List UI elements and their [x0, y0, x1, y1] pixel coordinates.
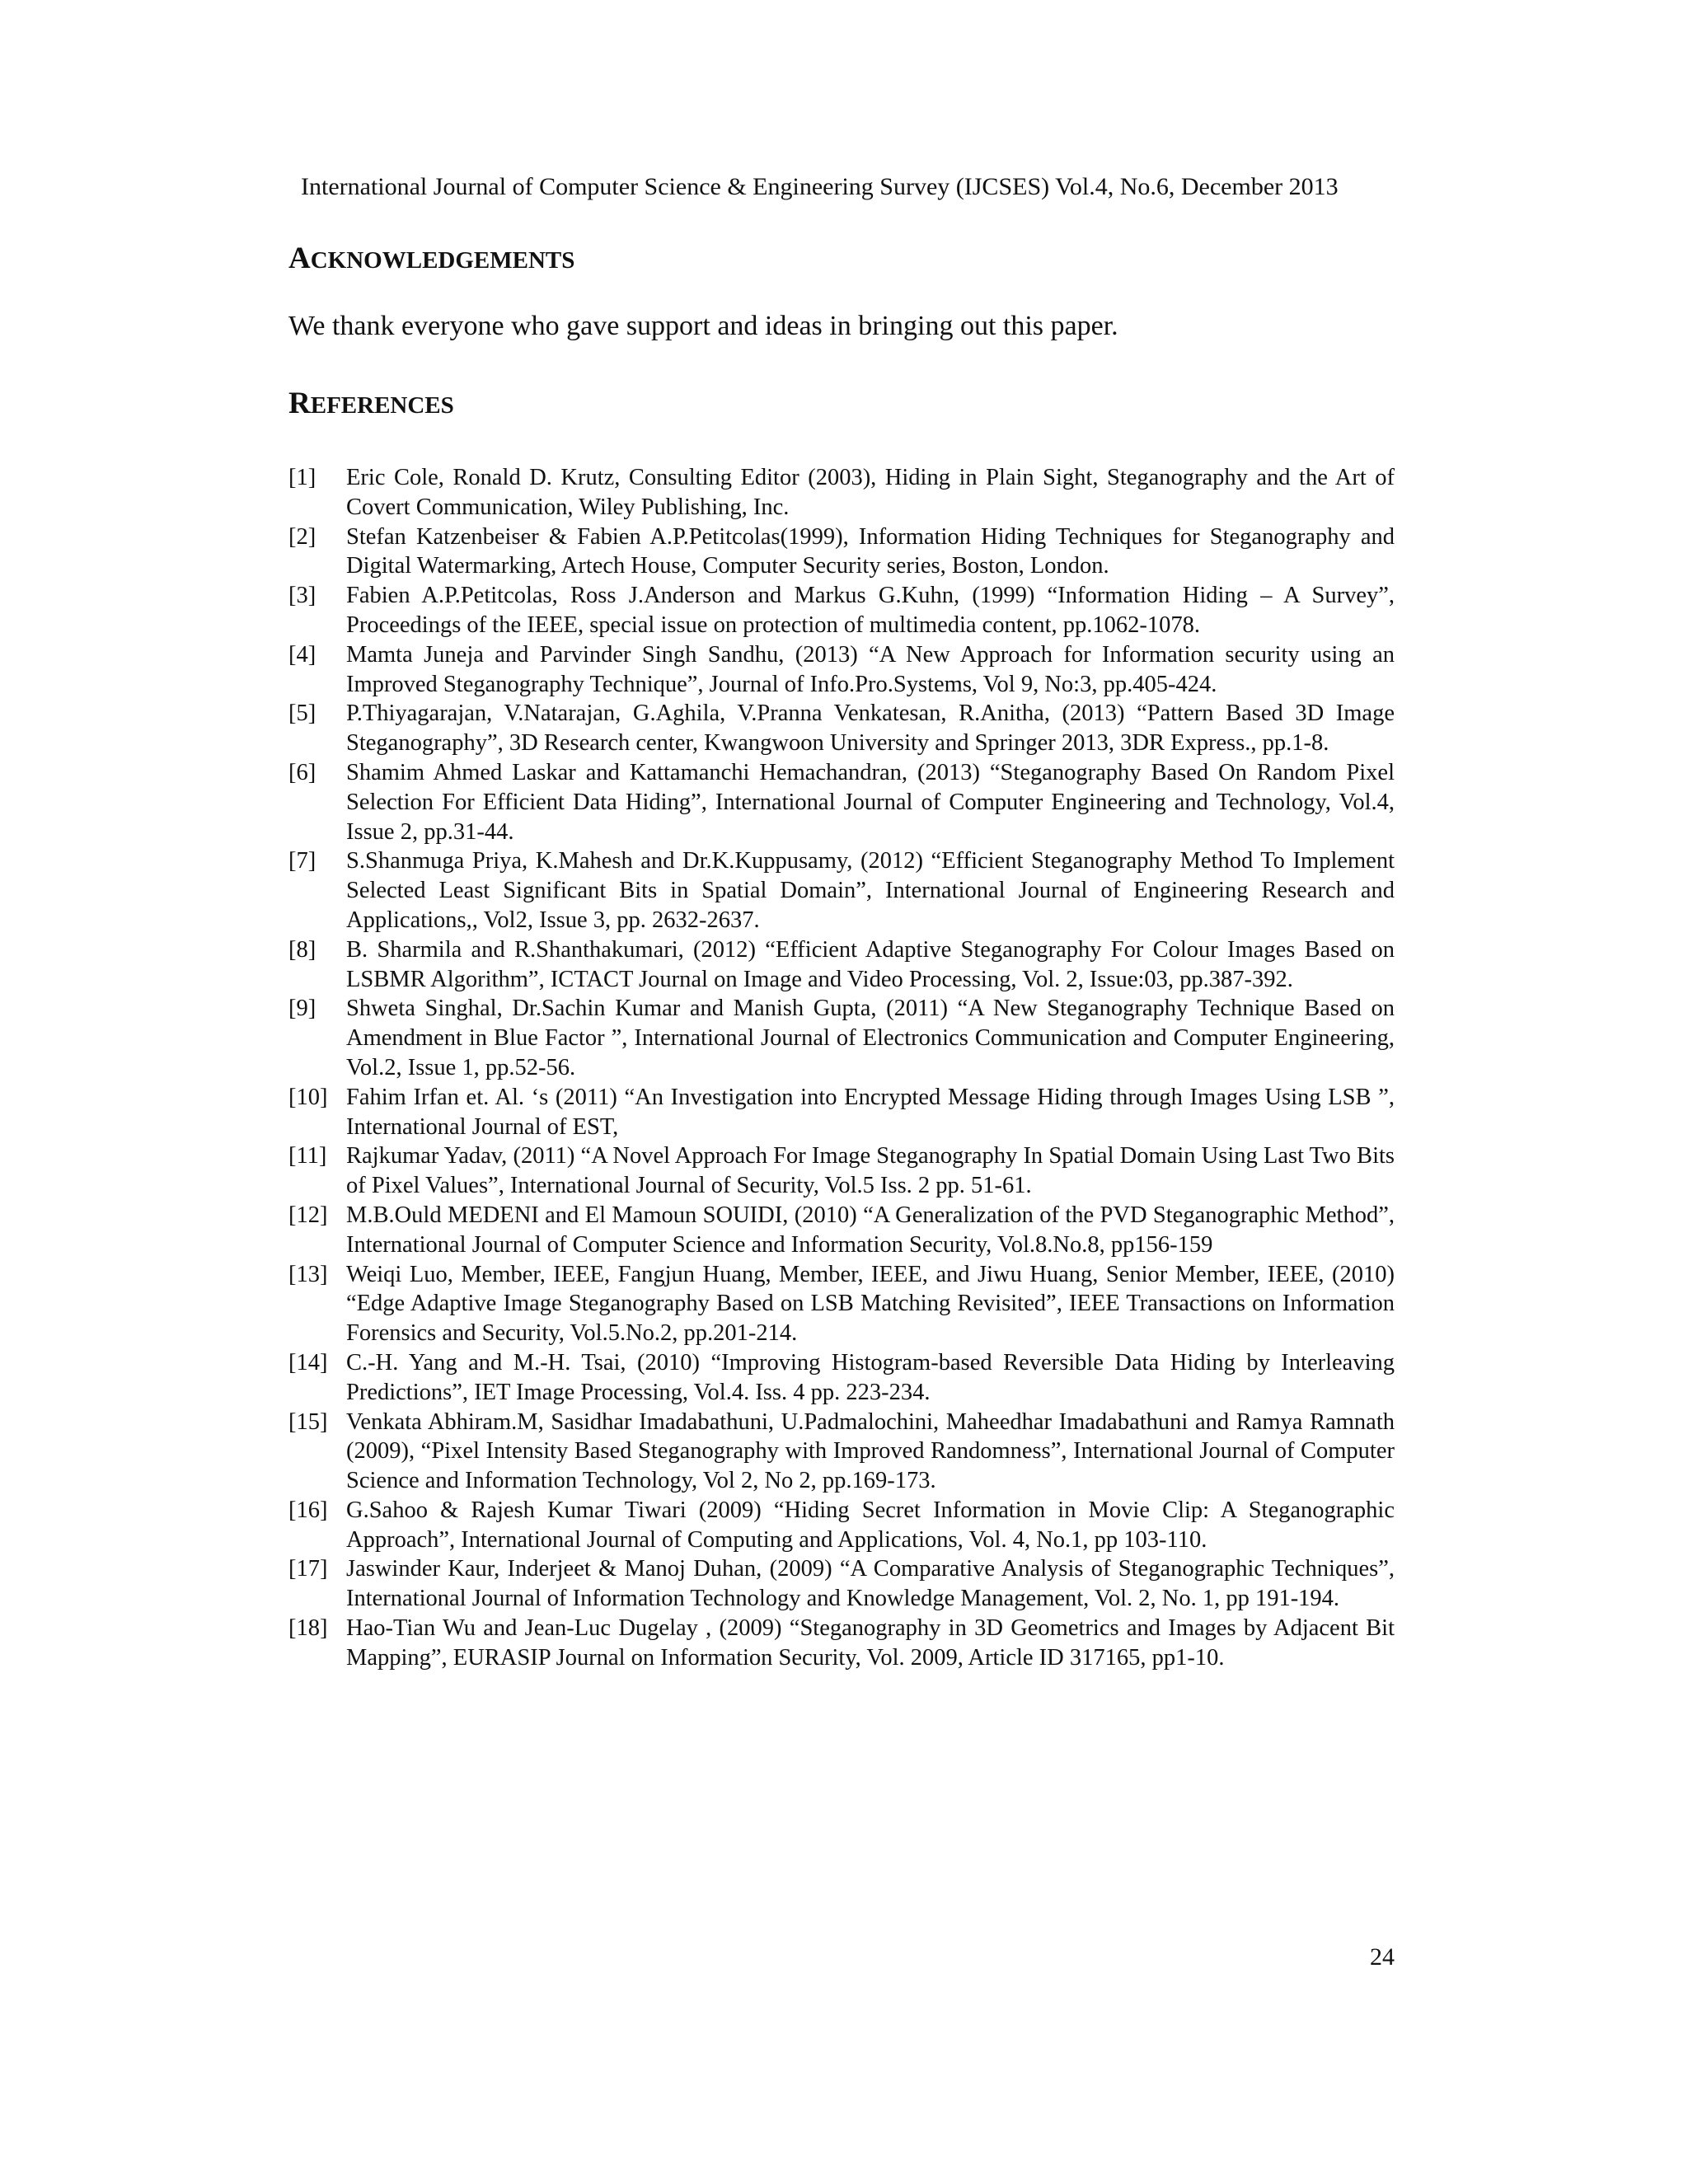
reference-number: [18]	[288, 1615, 328, 1642]
reference-number: [3]	[288, 583, 316, 609]
references-heading-rest: EFERENCES	[310, 392, 454, 419]
reference-number: [2]	[288, 523, 316, 550]
acknowledgements-heading-rest: CKNOWLEDGEMENTS	[310, 247, 575, 274]
reference-number: [9]	[288, 996, 316, 1022]
reference-item	[288, 846, 1395, 935]
reference-text: P.Thiyagarajan, V.Natarajan, G.Aghila, V.Pranna Venkatesan, R.Anitha, (2013) “Pattern Based 3D Image Steganography”, 3D Research center, Kwangwoon University and Springer 2013, 3DR Express., pp.1-8.	[346, 701, 1395, 757]
acknowledgements-text: We thank everyone who gave support and ideas in bringing out this paper.	[288, 311, 1118, 341]
reference-text: Fabien A.P.Petitcolas, Ross J.Anderson and Markus G.Kuhn, (1999) “Information Hiding – A Survey”, Proceedings of the IEEE, special issue on protection of multimedia content, pp.1062-1078.	[346, 583, 1395, 638]
reference-item	[288, 1614, 1395, 1673]
reference-item	[288, 699, 1395, 758]
reference-item	[288, 1496, 1395, 1555]
reference-number: [6]	[288, 759, 316, 785]
reference-number: [11]	[288, 1143, 327, 1169]
reference-item	[288, 1554, 1395, 1614]
reference-text: Mamta Juneja and Parvinder Singh Sandhu, (2013) “A New Approach for Information security using an Improved Steganography Technique”, Journal of Info.Pro.Systems, Vol 9, No:3, pp.405-424.	[346, 641, 1395, 697]
reference-number: [13]	[288, 1261, 328, 1287]
reference-text: G.Sahoo & Rajesh Kumar Tiwari (2009) “Hiding Secret Information in Movie Clip: A Steganographic Approach”, International Journal of Computing and Applications, Vol. 4, No.1, pp 103-110.	[346, 1497, 1395, 1553]
reference-text: B. Sharmila and R.Shanthakumari, (2012) “Efficient Adaptive Steganography For Colour Images Based on LSBMR Algorithm”, ICTACT Journal on Image and Video Processing, Vol. 2, Issue:03, pp.387-392.	[346, 936, 1395, 992]
reference-item	[288, 994, 1395, 1082]
reference-number: [7]	[288, 848, 316, 874]
reference-text: Shweta Singhal, Dr.Sachin Kumar and Manish Gupta, (2011) “A New Steganography Technique Based on Amendment in Blue Factor ”, International Journal of Electronics Communication and Computer Engineering, Vol.2, Issue 1, pp.52-56.	[346, 996, 1395, 1080]
reference-text: Stefan Katzenbeiser & Fabien A.P.Petitcolas(1999), Information Hiding Techniques for Steganography and Digital Watermarking, Artech House, Computer Security series, Boston, London.	[346, 523, 1395, 579]
reference-text: Jaswinder Kaur, Inderjeet & Manoj Duhan, (2009) “A Comparative Analysis of Steganographic Techniques”, International Journal of Information Technology and Knowledge Management, Vol. 2, No. 1, pp 191-194.	[346, 1556, 1395, 1612]
reference-text: C.-H. Yang and M.-H. Tsai, (2010) “Improving Histogram-based Reversible Data Hiding by Interleaving Predictions”, IET Image Processing, Vol.4. Iss. 4 pp. 223-234.	[346, 1349, 1395, 1405]
reference-item	[288, 935, 1395, 995]
reference-text: Fahim Irfan et. Al. ‘s (2011) “An Investigation into Encrypted Message Hiding through Images Using LSB ”, International Journal of EST,	[346, 1084, 1395, 1140]
references-heading-initial: R	[288, 387, 311, 420]
reference-number: [17]	[288, 1556, 328, 1582]
reference-text: Weiqi Luo, Member, IEEE, Fangjun Huang, Member, IEEE, and Jiwu Huang, Senior Member, IEEE, (2010) “Edge Adaptive Image Steganography Based on LSB Matching Revisited”, IEEE Transactions on Information Forensics and Security, Vol.5.No.2, pp.201-214.	[346, 1261, 1395, 1347]
reference-number: [5]	[288, 701, 316, 727]
reference-item	[288, 758, 1395, 846]
reference-text: Eric Cole, Ronald D. Krutz, Consulting Editor (2003), Hiding in Plain Sight, Steganography and the Art of Covert Communication, Wiley Publishing, Inc.	[346, 465, 1395, 520]
acknowledgements-heading-initial: A	[288, 241, 311, 275]
reference-text: Hao-Tian Wu and Jean-Luc Dugelay , (2009) “Steganography in 3D Geometrics and Images by Adjacent Bit Mapping”, EURASIP Journal on Information Security, Vol. 2009, Article ID 317165, pp1-10.	[346, 1615, 1395, 1671]
reference-item	[288, 523, 1395, 582]
reference-text: S.Shanmuga Priya, K.Mahesh and Dr.K.Kuppusamy, (2012) “Efficient Steganography Method To Implement Selected Least Significant Bits in Spatial Domain”, International Journal of Engineering Research and Applications,, Vol2, Issue 3, pp. 2632-2637.	[346, 848, 1395, 933]
reference-item	[288, 1083, 1395, 1142]
reference-item	[288, 1260, 1395, 1348]
reference-text: M.B.Ould MEDENI and El Mamoun SOUIDI, (2010) “A Generalization of the PVD Steganographic Method”, International Journal of Computer Science and Information Security, Vol.8.No.8, pp156-159	[346, 1202, 1395, 1258]
reference-item	[288, 463, 1395, 523]
reference-item	[288, 581, 1395, 640]
reference-item	[288, 1408, 1395, 1496]
reference-text: Shamim Ahmed Laskar and Kattamanchi Hemachandran, (2013) “Steganography Based On Random Pixel Selection For Efficient Data Hiding”, International Journal of Computer Engineering and Technology, Vol.4, Issue 2, pp.31-44.	[346, 759, 1395, 845]
references-heading	[288, 386, 454, 424]
running-header: International Journal of Computer Science & Engineering Survey (IJCSES) Vol.4, No.6, December 2013	[301, 173, 1339, 200]
reference-text: Rajkumar Yadav, (2011) “A Novel Approach For Image Steganography In Spatial Domain Using Last Two Bits of Pixel Values”, International Journal of Security, Vol.5 Iss. 2 pp. 51-61.	[346, 1143, 1395, 1199]
reference-number: [10]	[288, 1084, 328, 1110]
reference-item	[288, 1141, 1395, 1201]
reference-list	[288, 463, 1395, 1673]
page-number: 24	[1370, 1943, 1395, 1971]
reference-number: [4]	[288, 641, 316, 668]
reference-item	[288, 1348, 1395, 1408]
reference-number: [1]	[288, 465, 316, 490]
reference-number: [8]	[288, 936, 316, 963]
reference-text: Venkata Abhiram.M, Sasidhar Imadabathuni, U.Padmalochini, Maheedhar Imadabathuni and Ramya Ramnath (2009), “Pixel Intensity Based Steganography with Improved Randomness”, International Journal of Computer Science and Information Technology, Vol 2, No 2, pp.169-173.	[346, 1408, 1395, 1494]
reference-number: [15]	[288, 1408, 328, 1435]
reference-item	[288, 640, 1395, 700]
reference-item	[288, 1201, 1395, 1260]
reference-number: [12]	[288, 1202, 328, 1228]
reference-number: [16]	[288, 1497, 328, 1523]
reference-number: [14]	[288, 1349, 328, 1376]
acknowledgements-heading	[288, 241, 574, 279]
